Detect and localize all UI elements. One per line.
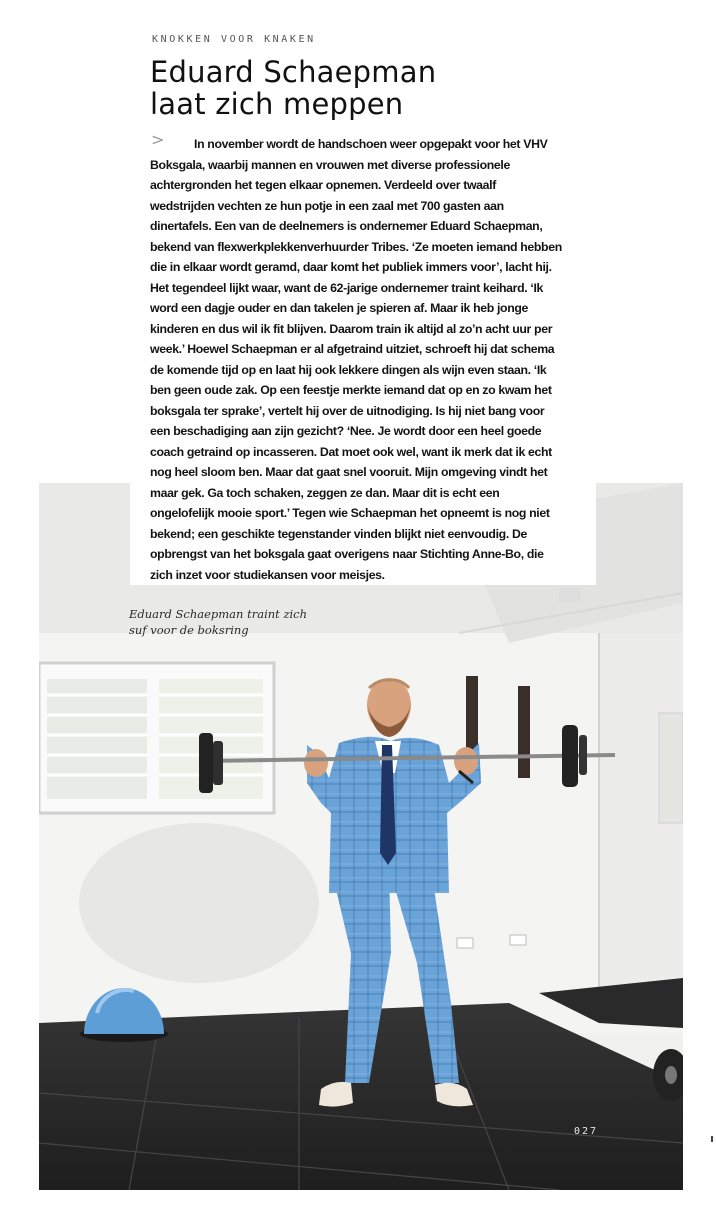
title-line-1: Eduard Schaepman: [150, 55, 437, 89]
kicker: KNOKKEN VOOR KNAKEN: [152, 34, 316, 45]
page-number: 027: [574, 1126, 599, 1137]
article-title: [150, 56, 436, 120]
photo-illustration: [39, 483, 683, 1190]
gym-photo: [39, 483, 683, 1190]
title-line-2: laat zich meppen: [150, 87, 404, 121]
edge-mark: [711, 1136, 713, 1142]
photo-caption: Eduard Schaepman traint zich suf voor de boksring: [129, 607, 308, 637]
arrow-icon: >: [151, 130, 165, 149]
article-body: In november wordt de handschoen weer opgepakt voor het VHV Boksgala, waarbij mannen en vrouwen met diverse professionele achtergronden het tegen elkaar opnemen. Verdeeld over twaalf wedstrijden vechten ze hun potje in een zaal met 700 gasten aan dinertafels. Een van de deelnemers is ondernemer Eduard Schaepman, bekend van flexwerkplekkenverhuurder Tribes. ‘Ze moeten iemand hebben die in elkaar wordt geramd, daar komt het publiek immers voor’, lacht hij. Het tegendeel lijkt waar, want de 62-jarige ondernemer traint keihard. ‘Ik word een dagje ouder en dan takelen je spieren af. Maar ik heb jonge kinderen en dus wil ik fit blijven. Daarom train ik altijd al zo’n acht uur per week.’ Hoewel Schaepman er al afgetraind uitziet, schroeft hij dat schema de komende tijd op en laat hij ook lekkere dingen als wijn even staan. ‘Ik ben geen oude zak. Op een feestje merkte iemand dat op en zo kwam het boksgala ter sprake’, vertelt hij over de uitnodiging. Is hij niet bang voor een beschadiging aan zijn gezicht? ‘Nee. Je wordt door een heel goede coach getraind op incasseren. Dat moet ook wel, want ik merk dat ik echt nog heel sloom ben. Maar dat gaat snel vooruit. Mijn omgeving vindt het maar gek. Ga toch schaken, zeggen ze dan. Maar dit is echt een ongelofelijk mooie sport.’ Tegen wie Schaepman het opneemt is nog niet bekend; een geschikte tegenstander vinden blijkt niet eenvoudig. De opbrengst van het boksgala gaat overigens naar Stichting Anne-Bo, die zich inzet voor studiekansen voor meisjes.: [150, 137, 562, 582]
